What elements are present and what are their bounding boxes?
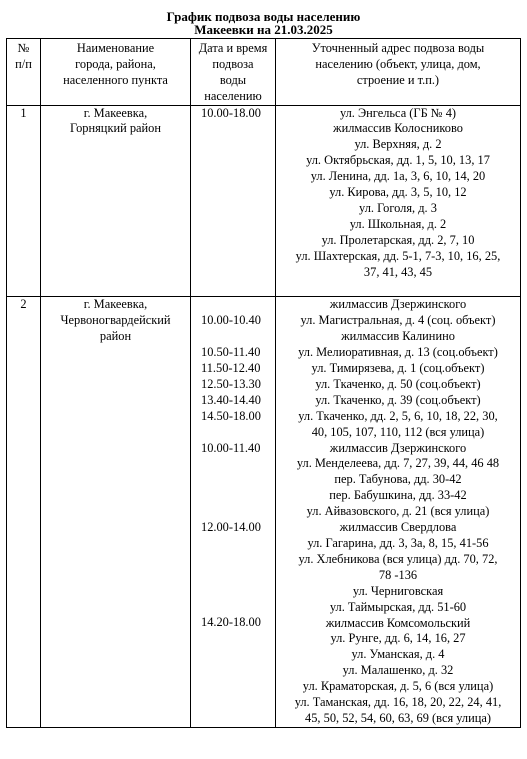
location-name-line: район bbox=[99, 329, 132, 344]
delivery-address bbox=[276, 297, 521, 727]
delivery-time-line: 12.00-14.00 bbox=[201, 520, 261, 534]
document-title-line-2: Макеевки на 21.03.2025 bbox=[194, 22, 333, 37]
delivery-time-line bbox=[201, 647, 273, 663]
address-line: ул. Краматорская, д. 5, 6 (вся улица) bbox=[302, 679, 494, 694]
delivery-time-line bbox=[201, 679, 273, 695]
delivery-time-line bbox=[201, 425, 273, 441]
delivery-time-line bbox=[201, 568, 273, 584]
delivery-time-line bbox=[201, 264, 273, 280]
location-name-line: Червоногвардейский bbox=[60, 313, 171, 328]
delivery-time-line bbox=[201, 456, 273, 472]
delivery-time-line bbox=[201, 536, 273, 552]
table-row bbox=[7, 297, 521, 727]
address-line: 40, 105, 107, 110, 112 (вся улица) bbox=[311, 424, 485, 439]
delivery-address bbox=[276, 105, 521, 297]
delivery-time-line bbox=[201, 504, 273, 520]
location-name bbox=[41, 297, 191, 727]
delivery-time-line bbox=[201, 121, 273, 137]
delivery-time-line: 13.40-14.40 bbox=[201, 392, 261, 407]
row-number-text: 1 bbox=[20, 105, 27, 120]
location-name bbox=[41, 105, 191, 297]
address-line: ул. Школьная, д. 2 bbox=[349, 216, 447, 231]
delivery-time-line: 14.50-18.00 bbox=[201, 408, 261, 423]
delivery-time-line bbox=[201, 217, 273, 233]
address-line: жилмассив Колосниково bbox=[333, 121, 463, 136]
delivery-time-line: 14.20-18.00 bbox=[201, 615, 261, 630]
address-line: ул. Шахтерская, дд. 5-1, 7-3, 10, 16, 25, bbox=[295, 248, 501, 263]
address-line: ул. Хлебникова (вся улица) дд. 70, 72, bbox=[298, 551, 498, 566]
delivery-time-line bbox=[201, 233, 273, 249]
address-line: 37, 41, 43, 45 bbox=[363, 264, 433, 279]
address-line: ул. Рунге, дд. 6, 14, 16, 27 bbox=[330, 631, 466, 646]
address-line: ул. Таманская, дд. 16, 18, 20, 22, 24, 41, bbox=[294, 695, 502, 710]
delivery-time-line: 10.50-11.40 bbox=[201, 345, 261, 360]
header-address: Уточненный адрес подвоза воды населению (объект, улица, дом, строение и т.п.) bbox=[276, 39, 521, 106]
address-line: 78 -136 bbox=[378, 567, 418, 582]
address-line: ул. Черниговская bbox=[352, 583, 444, 598]
row-number bbox=[7, 105, 41, 297]
address-line: ул. Верхняя, д. 2 bbox=[354, 137, 442, 152]
address-line: ул. Гагарина, дд. 3, 3а, 8, 15, 41-56 bbox=[307, 536, 489, 551]
delivery-time-line bbox=[201, 201, 273, 217]
address-line: ул. Пролетарская, дд. 2, 7, 10 bbox=[321, 232, 475, 247]
address-line: ул. Ленина, дд. 1а, 3, 6, 10, 14, 20 bbox=[310, 169, 486, 184]
delivery-time-line bbox=[201, 297, 273, 313]
address-line: ул. Малашенко, д. 32 bbox=[342, 663, 454, 678]
address-line: пер. Табунова, дд. 30-42 bbox=[334, 472, 462, 487]
table-row bbox=[7, 105, 521, 297]
delivery-time-line: 10.00-11.40 bbox=[201, 440, 261, 455]
delivery-time bbox=[191, 297, 276, 727]
address-line: жилмассив Свердлова bbox=[339, 520, 457, 535]
delivery-time-line: 12.50-13.30 bbox=[201, 376, 261, 391]
address-line: ул. Тимирязева, д. 1 (соц.объект) bbox=[311, 361, 485, 376]
address-line bbox=[278, 281, 518, 297]
delivery-time-line bbox=[201, 280, 273, 296]
delivery-time-line: 10.00-18.00 bbox=[201, 105, 261, 120]
delivery-time-line bbox=[201, 584, 273, 600]
address-line: ул. Ткаченко, д. 39 (соц.объект) bbox=[315, 392, 481, 407]
delivery-time-line bbox=[201, 185, 273, 201]
address-line: ул. Уманская, д. 4 bbox=[351, 647, 445, 662]
location-name-line: г. Макеевка, bbox=[83, 105, 148, 120]
address-line: жилмассив Дзержинского bbox=[329, 440, 467, 455]
table-header-row bbox=[7, 39, 521, 106]
header-name: Наименование города, района, населенного пункта bbox=[41, 39, 191, 106]
address-line: ул. Мелиоративная, д. 13 (соц.объект) bbox=[298, 345, 498, 360]
address-line: 45, 50, 52, 54, 60, 63, 69 (вся улица) bbox=[305, 710, 491, 725]
delivery-time-line: 10.00-10.40 bbox=[201, 313, 261, 328]
address-line: ул. Ткаченко, дд. 2, 5, 6, 10, 18, 22, 30, bbox=[298, 408, 498, 423]
delivery-time-line bbox=[201, 329, 273, 345]
address-line: ул. Менделеева, дд. 7, 27, 39, 44, 46 48 bbox=[296, 456, 500, 471]
delivery-time-line bbox=[201, 552, 273, 568]
header-datetime: Дата и время подвоза воды населению bbox=[191, 39, 276, 106]
address-line: ул. Таймырская, дд. 51-60 bbox=[329, 599, 467, 614]
water-schedule-table bbox=[6, 38, 521, 728]
delivery-time-line bbox=[201, 599, 273, 615]
delivery-time-line bbox=[201, 249, 273, 265]
address-line: ул. Гоголя, д. 3 bbox=[359, 201, 437, 215]
document-title-line-1: График подвоза воды населению bbox=[166, 9, 361, 24]
delivery-time-line bbox=[201, 663, 273, 679]
delivery-time-line bbox=[201, 137, 273, 153]
address-line: жилмассив Калинино bbox=[341, 329, 455, 344]
address-line: ул. Энгельса (ГБ № 4) bbox=[339, 105, 457, 120]
delivery-time-line bbox=[201, 488, 273, 504]
row-number bbox=[7, 297, 41, 727]
address-line: жилмассив Комсомольский bbox=[325, 615, 471, 630]
address-line: ул. Айвазовского, д. 21 (вся улица) bbox=[306, 504, 490, 519]
delivery-time-line bbox=[201, 169, 273, 185]
delivery-time-line bbox=[201, 695, 273, 711]
address-line: ул. Октябрьская, дд. 1, 5, 10, 13, 17 bbox=[306, 153, 490, 168]
delivery-time-line bbox=[201, 472, 273, 488]
delivery-time-line bbox=[201, 153, 273, 169]
address-line: пер. Бабушкина, дд. 33-42 bbox=[329, 488, 467, 503]
location-name-line: г. Макеевка, bbox=[83, 297, 148, 312]
delivery-time-line bbox=[201, 631, 273, 647]
delivery-time-line bbox=[201, 711, 273, 727]
location-name-line: Горняцкий район bbox=[70, 121, 161, 136]
delivery-time bbox=[191, 105, 276, 297]
address-line: жилмассив Дзержинского bbox=[329, 297, 467, 312]
address-line: ул. Кирова, дд. 3, 5, 10, 12 bbox=[329, 185, 467, 200]
header-num: № п/п bbox=[7, 39, 41, 106]
row-number-text: 2 bbox=[20, 297, 27, 312]
address-line: ул. Магистральная, д. 4 (соц. объект) bbox=[300, 313, 496, 328]
delivery-time-line: 11.50-12.40 bbox=[201, 361, 261, 376]
address-line: ул. Ткаченко, д. 50 (соц.объект) bbox=[315, 376, 481, 391]
